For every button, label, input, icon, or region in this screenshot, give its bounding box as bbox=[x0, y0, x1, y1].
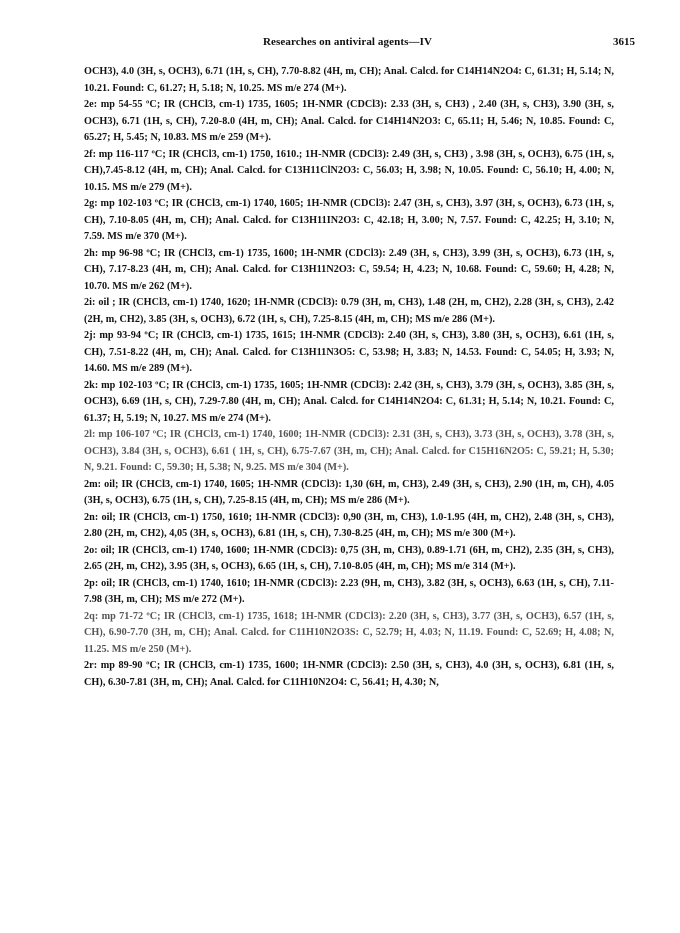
compound-data: mp 71-72 ºC; IR (CHCl3, cm-1) 1735, 1618; 1H-NMR (CDCl3): 2.20 (3H, s, CH3), 3.77 (3H, s, OCH3), 6.57 (1H, s, CH), 6.90-7.70 (3H, m, CH); Anal. Calcd. for C11H10N2O3S: C, 52.79; H, 4.03; N, 11.19. Found: C, 52.69; H, 4.08; N, 11.25. MS m/e 250 (M+). bbox=[84, 610, 614, 655]
compound-entry-2r bbox=[84, 658, 614, 691]
compound-label: 2j: bbox=[84, 330, 97, 341]
compound-entry-2h bbox=[84, 246, 614, 296]
compound-data: mp 89-90 ºC; IR (CHCl3, cm-1) 1735, 1600; 1H-NMR (CDCl3): 2.50 (3H, s, CH3), 4.0 (3H, s, OCH3), 6.81 (1H, s, CH), 6.30-7.81 (3H, m, CH); Anal. Calcd. for C11H10N2O4: C, 56.41; H, 4.30; N, bbox=[84, 660, 614, 688]
compound-label: 2p: bbox=[84, 577, 99, 589]
compound-label: 2f: bbox=[84, 148, 97, 160]
compound-data: mp 102-103 ºC; IR (CHCl3, cm-1) 1740, 1605; 1H-NMR (CDCl3): 2.47 (3H, s, CH3), 3.97 (3H, s, OCH3), 6.73 (1H, s, CH), 7.10-8.05 (4H, m, CH); Anal. Calcd. for C13H11IN2O3: C, 42.18; H, 3.00; N, 7.57. Found: C, 42.25; H, 3.10; N, 7.59. MS m/e 370 (M+). bbox=[84, 198, 614, 242]
compound-label: 2o: bbox=[84, 544, 98, 556]
compound-entry-2k bbox=[84, 378, 614, 428]
compound-data: oil; IR (CHCl3, cm-1) 1740, 1605; 1H-NMR (CDCl3): 1,30 (6H, m, CH3), 2.49 (3H, s, CH3), 2.90 (1H, m, CH), 4.05 (3H, s, OCH3), 6.75 (1H, s, CH), 7.25-8.15 (4H, m, CH); MS m/e 286 (M+). bbox=[84, 478, 614, 506]
compound-data: oil; IR (CHCl3, cm-1) 1740, 1610; 1H-NMR (CDCl3): 2.23 (9H, m, CH3), 3.82 (3H, s, OCH3), 6.63 (1H, s, CH), 7.11-7.98 (3H, m, CH); MS m/e 272 (M+). bbox=[84, 577, 614, 605]
compound-entry-2j bbox=[84, 328, 614, 378]
compound-data: mp 54-55 ºC; IR (CHCl3, cm-1) 1735, 1605; 1H-NMR (CDCl3): 2.33 (3H, s, CH3) , 2.40 (3H, s, CH3), 3.90 (3H, s, OCH3), 6.71 (1H, s, CH), 7.20-8.0 (4H, m, CH); Anal. Calcd. for C14H14N2O3: C, 65.11; H, 5.46; N, 10.85. Found: C, 65.27; H, 5.45; N, 10.83. MS m/e 259 (M+). bbox=[84, 99, 614, 143]
compound-data: mp 93-94 ºC; IR (CHCl3, cm-1) 1735, 1615; 1H-NMR (CDCl3): 2.40 (3H, s, CH3), 3.80 (3H, s, OCH3), 6.61 (1H, s, CH), 7.51-8.22 (4H, m, CH); Anal. Calcd. for C13H11N3O5: C, 53.98; H, 3.83; N, 14.53. Found: C, 54.05; H, 3.93; N, 14.60. MS m/e 289 (M+). bbox=[84, 330, 614, 374]
compound-entry-2q bbox=[84, 609, 614, 659]
compound-data: oil ; IR (CHCl3, cm-1) 1740, 1620; 1H-NMR (CDCl3): 0.79 (3H, m, CH3), 1.48 (2H, m, CH2), 2.28 (3H, s, CH3), 2.42 (2H, m, CH2), 3.85 (3H, s, OCH3), 6.72 (1H, s, CH), 7.25-8.15 (4H, m, CH); MS m/e 286 (M+). bbox=[84, 297, 614, 325]
compound-label: 2h: bbox=[84, 247, 99, 259]
compound-entry-2i bbox=[84, 295, 614, 328]
compound-data: OCH3), 4.0 (3H, s, OCH3), 6.71 (1H, s, CH), 7.70-8.82 (4H, m, CH); Anal. Calcd. for C14H14N2O4: C, 61.31; H, 5.14; N, 10.21. Found: C, 61.27; H, 5.18; N, 10.25. MS m/e 274 (M+). bbox=[84, 66, 614, 94]
compound-entry-2g bbox=[84, 196, 614, 246]
compound-label: 2g: bbox=[84, 198, 98, 209]
compound-data: oil; IR (CHCl3, cm-1) 1740, 1600; 1H-NMR (CDCl3): 0,75 (3H, m, CH3), 0.89-1.71 (6H, m, CH2), 2.35 (3H, s, CH3), 2.65 (2H, m, CH2), 3.95 (3H, s, OCH3), 6.65 (1H, s, CH), 7.10-8.05 (4H, m, CH); MS m/e 314 (M+). bbox=[84, 544, 614, 572]
compound-entry-2l bbox=[84, 427, 614, 477]
compound-data: mp 102-103 ºC; IR (CHCl3, cm-1) 1735, 1605; 1H-NMR (CDCl3): 2.42 (3H, s, CH3), 3.79 (3H, s, OCH3), 3.85 (3H, s, OCH3), 6.69 (1H, s, CH), 7.29-7.80 (4H, m, CH); Anal. Calcd. for C14H14N2O4: C, 61.31; H, 5.14; N, 10.21. Found: C, 61.37; H, 5.19; N, 10.27. MS m/e 274 (M+). bbox=[84, 379, 614, 424]
compound-data: mp 106-107 ºC; IR (CHCl3, cm-1) 1740, 1600; 1H-NMR (CDCl3): 2.31 (3H, s, CH3), 3.73 (3H, s, OCH3), 3.78 (3H, s, OCH3), 3.84 (3H, s, OCH3), 6.61 ( 1H, s, CH), 6.75-7.67 (3H, m, CH); Anal. Calcd. for C15H16N2O5: C, 59.21; H, 5.30; N, 9.21. Found: C, 59.30; H, 5.38; N, 9.25. MS m/e 304 (M+). bbox=[84, 429, 614, 473]
compound-label: 2k: bbox=[84, 379, 99, 391]
compound-data: oil; IR (CHCl3, cm-1) 1750, 1610; 1H-NMR (CDCl3): 0,90 (3H, m, CH3), 1.0-1.95 (4H, m, CH2), 2.48 (3H, s, CH3), 2.80 (2H, m, CH2), 4,05 (3H, s, OCH3), 6.81 (1H, s, CH), 7.30-8.25 (4H, m, CH); MS m/e 300 (M+). bbox=[84, 511, 614, 539]
compound-entry-2f bbox=[84, 147, 614, 197]
running-header bbox=[60, 36, 635, 50]
compound-label: 2l: bbox=[84, 429, 96, 440]
compound-data: mp 116-117 ºC; IR (CHCl3, cm-1) 1750, 1610.; 1H-NMR (CDCl3): 2.49 (3H, s, CH3) , 3.98 (3H, s, OCH3), 6.75 (1H, s, CH),7.45-8.12 (4H, m, CH); Anal. Calcd. for C13H11ClN2O3: C, 56.03; H, 3.98; N, 10.05. Found: C, 56.10; H, 4.00; N, 10.15. MS m/e 279 (M+). bbox=[84, 148, 614, 193]
compound-entry-2p bbox=[84, 576, 614, 609]
compound-label: 2n: bbox=[84, 511, 99, 523]
page-number: 3615 bbox=[613, 36, 635, 48]
compound-label: 2e: bbox=[84, 99, 98, 110]
compound-entry-2o bbox=[84, 543, 614, 576]
compound-label: 2q: bbox=[84, 610, 99, 622]
running-title: Researches on antiviral agents—IV bbox=[262, 36, 432, 48]
compound-entry-2d-tail bbox=[84, 64, 614, 97]
experimental-text bbox=[84, 64, 614, 691]
compound-entry-2e bbox=[84, 97, 614, 147]
compound-label: 2i: bbox=[84, 297, 96, 308]
compound-entry-2n bbox=[84, 510, 614, 543]
compound-data: mp 96-98 ºC; IR (CHCl3, cm-1) 1735, 1600; 1H-NMR (CDCl3): 2.49 (3H, s, CH3), 3.99 (3H, s, OCH3), 6.73 (1H, s, CH), 7.17-8.23 (4H, m, CH); Anal. Calcd. for C13H11N2O3: C, 59.54; H, 4.23; N, 10.68. Found: C, 59.60; H, 4.28; N, 10.70. MS m/e 262 (M+). bbox=[84, 247, 614, 292]
compound-label: 2m: bbox=[84, 478, 102, 490]
compound-entry-2m bbox=[84, 477, 614, 510]
compound-label: 2r: bbox=[84, 660, 98, 671]
